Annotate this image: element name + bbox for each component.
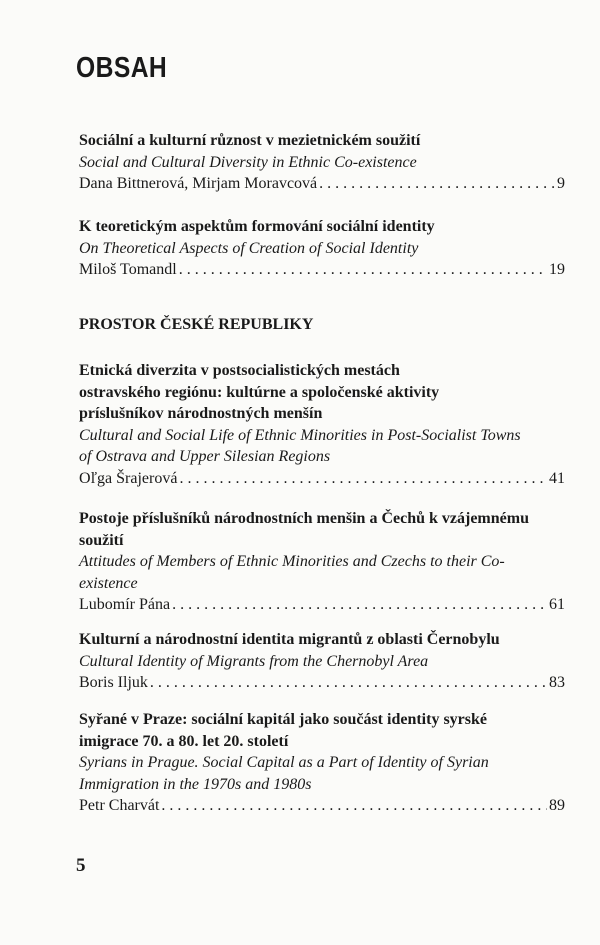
entry-english-title: of Ostrava and Upper Silesian Regions (79, 448, 331, 465)
entry-title: imigrace 70. a 80. let 20. století (79, 732, 289, 750)
entry-title: Postoje příslušníků národnostních menšin a Čechů k vzájemnému (79, 510, 529, 527)
toc-entry[interactable] (79, 629, 565, 694)
entry-page: 89 (549, 797, 565, 814)
entry-english-title: Cultural and Social Life of Ethnic Minorities in Post-Socialist Towns (79, 426, 521, 444)
dot-leader (319, 173, 555, 195)
entry-english-title: Syrians in Prague. Social Capital as a Part of Identity of Syrian (79, 754, 489, 771)
entry-page: 19 (549, 261, 565, 278)
entry-authors: Miloš Tomandl (79, 261, 177, 278)
entry-english-title: existence (79, 574, 138, 592)
toc-entry[interactable] (79, 360, 565, 489)
page-number: 5 (76, 855, 86, 876)
entry-english-title: Attitudes of Members of Ethnic Minorities and Czechs to their Co- (79, 553, 505, 570)
entry-page: 9 (557, 175, 565, 192)
entry-title: Sociální a kulturní různost v mezietnickém soužití (79, 132, 421, 149)
entry-page: 83 (549, 674, 565, 691)
toc-entry[interactable] (79, 130, 565, 195)
section-heading: PROSTOR ČESKÉ REPUBLIKY (79, 316, 314, 333)
entry-english-title: Social and Cultural Diversity in Ethnic Co-existence (79, 153, 417, 171)
entry-authors: Boris Iljuk (79, 674, 148, 691)
entry-english-title: Immigration in the 1970s and 1980s (79, 775, 312, 793)
page-title: OBSAH (76, 52, 168, 84)
entry-authors: Dana Bittnerová, Mirjam Moravcová (79, 175, 318, 192)
toc-entry[interactable] (79, 508, 565, 616)
entry-title: K teoretickým aspektům formování sociální identity (79, 218, 435, 235)
entry-title: príslušníkov národnostných menšín (79, 405, 323, 422)
entry-page: 61 (549, 596, 565, 613)
dot-leader (179, 468, 547, 490)
entry-title: Syřané v Praze: sociální kapitál jako součást identity syrské (79, 711, 487, 728)
entry-title: ostravského regiónu: kultúrne a spoločenské aktivity (79, 383, 440, 401)
entry-title: Kulturní a národnostní identita migrantů z oblasti Černobylu (79, 631, 500, 648)
entry-page: 41 (549, 469, 565, 487)
entry-authors: Petr Charvát (79, 797, 160, 814)
entry-english-title: On Theoretical Aspects of Creation of Social Identity (79, 239, 419, 257)
entry-title: soužití (79, 531, 124, 549)
dot-leader (161, 795, 547, 817)
entry-authors: Oľga Šrajerová (79, 469, 178, 487)
dot-leader (150, 672, 547, 694)
dot-leader (179, 259, 547, 281)
dot-leader (172, 594, 547, 616)
entry-title: Etnická diverzita v postsocialistických mestách (79, 362, 400, 379)
toc-entry[interactable] (79, 216, 565, 281)
toc-entry[interactable] (79, 709, 565, 817)
entry-authors: Lubomír Pána (79, 596, 171, 613)
entry-english-title: Cultural Identity of Migrants from the Chernobyl Area (79, 652, 429, 670)
